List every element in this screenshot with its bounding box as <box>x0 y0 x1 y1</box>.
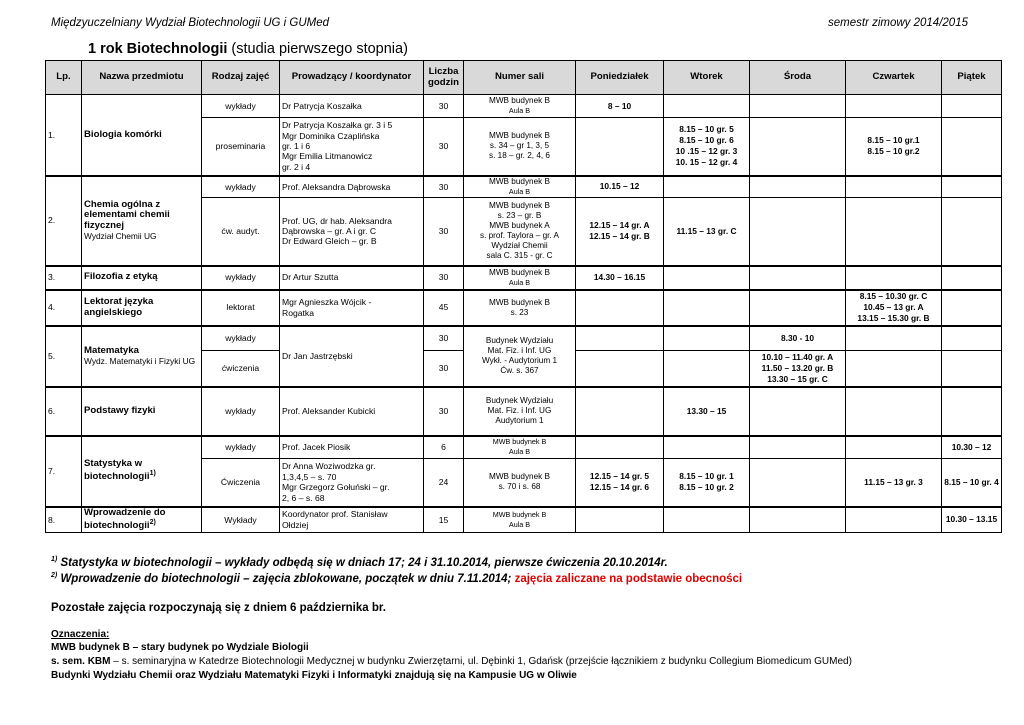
room-line: MWB budynek B <box>489 472 550 482</box>
lp-cell: 2. <box>46 176 82 266</box>
col-thu: Czwartek <box>846 61 942 95</box>
table-row <box>46 326 1002 351</box>
room <box>464 198 576 266</box>
time-line: 12.15 – 14 gr. B <box>589 231 650 242</box>
col-type: Rodzaj zajęć <box>202 61 280 95</box>
time-line: 12.15 – 14 gr. 6 <box>589 482 650 493</box>
time-thu <box>846 436 942 459</box>
room <box>464 387 576 436</box>
subject-title: Statystyka w biotechnologii <box>84 458 150 483</box>
time-wed: 8.30 - 10 <box>750 326 846 351</box>
time-tue: 13.30 – 15 <box>664 387 750 436</box>
hours: 30 <box>424 176 464 198</box>
room-line: Aula B <box>508 519 531 529</box>
time-wed <box>750 118 846 176</box>
room <box>464 507 576 533</box>
time-wed <box>750 436 846 459</box>
room-line: MWB budynek B <box>492 509 547 519</box>
time-fri <box>942 266 1002 290</box>
room <box>464 176 576 198</box>
teacher-line: 2, 6 – s. 68 <box>282 492 325 503</box>
header-row <box>46 61 1002 95</box>
lp-cell: 7. <box>46 436 82 507</box>
teacher-line: Ołdziej <box>282 519 309 530</box>
time-line: 10. 15 – 12 gr. 4 <box>675 157 738 168</box>
time-thu <box>846 118 942 176</box>
time-fri <box>942 387 1002 436</box>
time-line: 8.15 – 10 gr. 5 <box>679 124 734 135</box>
class-type: wykłady <box>202 387 280 436</box>
teacher <box>280 118 424 176</box>
room-line: MWB budynek B <box>489 201 550 211</box>
teacher-line: Mgr Emilia Litmanowicz <box>282 151 373 162</box>
teacher-line: gr. 1 i 6 <box>282 141 311 152</box>
legend-text: – s. seminaryjna w Katedrze Biotechnologii Medycznej w budynku Zwierzętarni, ul. Dębinki 1, Gdańsk (przejście łącznikiem z budynku Collegium Biomedicum GUMed) <box>113 656 852 667</box>
room <box>464 290 576 326</box>
subject-faculty: Wydz. Matematyki i Fizyki UG <box>84 356 196 366</box>
class-type: ćw. audyt. <box>202 198 280 266</box>
time-fri <box>942 176 1002 198</box>
hours: 24 <box>424 459 464 507</box>
subject-name: Podstawy fizyki <box>82 387 202 436</box>
room <box>464 266 576 290</box>
time-thu <box>846 266 942 290</box>
teacher-line: gr. 2 i 4 <box>282 161 311 172</box>
subject-name <box>82 507 202 533</box>
time-line: 12.15 – 14 gr. 5 <box>589 471 650 482</box>
time-line: 8.15 – 10.30 gr. C <box>859 291 928 301</box>
room-line: Aula B <box>508 277 531 287</box>
hours: 30 <box>424 198 464 266</box>
hours: 15 <box>424 507 464 533</box>
footnote-text: Statystyka w biotechnologii – wykłady odbędą się w dniach 17; 24 i 31.10.2014, pierwsze ćwiczenia 20.10.2014r. <box>60 556 668 569</box>
time-fri <box>942 118 1002 176</box>
time-wed <box>750 459 846 507</box>
room-line: s. 18 – gr. 2, 4, 6 <box>489 151 550 161</box>
room-line: MWB budynek A <box>489 221 550 231</box>
col-wed: Środa <box>750 61 846 95</box>
time-thu: 11.15 – 13 gr. 3 <box>846 459 942 507</box>
class-type: wykłady <box>202 326 280 351</box>
room-line: s. prof. Taylora – gr. A <box>479 231 560 241</box>
col-hours: Liczba godzin <box>424 61 464 95</box>
lp-cell: 1. <box>46 95 82 176</box>
teacher: Dr Patrycja Koszałka <box>280 95 424 118</box>
subject-name: Lektorat języka angielskiego <box>82 290 202 326</box>
legend-term: s. sem. KBM <box>51 656 111 667</box>
subject-name <box>82 436 202 507</box>
footnote-ref: 1) <box>149 470 156 478</box>
time-thu <box>846 198 942 266</box>
room-line: Budynek Wydziału <box>485 396 554 405</box>
class-type: ćwiczenia <box>202 351 280 387</box>
col-mon: Poniedziałek <box>576 61 664 95</box>
time-thu <box>846 387 942 436</box>
room-line: Mat. Fiz. i Inf. UG <box>487 346 552 355</box>
subject-name: Biologia komórki <box>82 95 202 176</box>
time-wed <box>750 95 846 118</box>
class-type: wykłady <box>202 95 280 118</box>
room-line: MWB budynek B <box>489 297 550 307</box>
time-fri: 8.15 – 10 gr. 4 <box>942 459 1002 507</box>
legend-heading: Oznaczenia: <box>51 629 110 640</box>
room-line: Wydział Chemii <box>491 241 548 251</box>
time-tue: 11.15 – 13 gr. C <box>664 198 750 266</box>
room-line: Ćw. s. 367 <box>500 366 539 375</box>
room-line: Audytorium 1 <box>495 416 544 425</box>
time-tue <box>664 118 750 176</box>
room-line: MWB budynek B <box>489 267 550 277</box>
hours: 30 <box>424 326 464 351</box>
time-wed <box>750 198 846 266</box>
lp-cell: 5. <box>46 326 82 387</box>
time-wed <box>750 266 846 290</box>
teacher-line: Dr Anna Woziwodzka gr. <box>282 461 376 472</box>
room-line: Mat. Fiz. i Inf. UG <box>487 406 552 415</box>
time-mon <box>576 118 664 176</box>
teacher-line: Dr Edward Gleich – gr. B <box>282 236 377 247</box>
time-line: 11.50 – 13.20 gr. B <box>761 362 834 373</box>
table-row <box>46 95 1002 118</box>
table-row <box>46 290 1002 326</box>
subject-faculty: Wydział Chemii UG <box>84 230 157 241</box>
room-line: s. 34 – gr 1, 3, 5 <box>489 141 550 151</box>
room-line: MWB budynek B <box>492 437 547 447</box>
class-type: wykłady <box>202 266 280 290</box>
time-tue <box>664 507 750 533</box>
footnote-ref: 2) <box>149 519 156 527</box>
time-wed <box>750 387 846 436</box>
time-mon: 8 – 10 <box>576 95 664 118</box>
class-type: wykłady <box>202 176 280 198</box>
room-line: s. 23 <box>510 307 529 317</box>
teacher: Dr Jan Jastrzębski <box>280 326 424 387</box>
col-room: Numer sali <box>464 61 576 95</box>
teacher <box>280 290 424 326</box>
time-tue <box>664 351 750 387</box>
lp-cell: 3. <box>46 266 82 290</box>
legend-mwb: MWB budynek B – stary budynek po Wydziale Biologii <box>51 642 309 653</box>
schedule-table <box>45 60 1002 533</box>
time-mon <box>576 436 664 459</box>
footnote-1 <box>51 556 668 569</box>
time-line: 13.15 – 15.30 gr. B <box>857 313 930 323</box>
time-tue <box>664 459 750 507</box>
teacher <box>280 198 424 266</box>
class-type: Wykłady <box>202 507 280 533</box>
time-tue <box>664 266 750 290</box>
lp-cell: 8. <box>46 507 82 533</box>
class-type: lektorat <box>202 290 280 326</box>
time-fri <box>942 95 1002 118</box>
room-line: MWB budynek B <box>489 131 550 141</box>
footnote-2 <box>51 572 742 585</box>
time-mon <box>576 198 664 266</box>
time-tue <box>664 176 750 198</box>
footnote-marker: 1) <box>51 556 58 563</box>
semester-header: semestr zimowy 2014/2015 <box>828 17 968 29</box>
time-fri: 10.30 – 12 <box>942 436 1002 459</box>
teacher-line: Mgr Agnieszka Wójcik - <box>282 297 372 308</box>
time-line: 12.15 – 14 gr. A <box>589 220 650 231</box>
time-thu <box>846 507 942 533</box>
room-line: MWB budynek B <box>489 176 550 186</box>
hours: 30 <box>424 118 464 176</box>
teacher-line: Mgr Grzegorz Gołuński – gr. <box>282 482 390 493</box>
time-mon: 14.30 – 16.15 <box>576 266 664 290</box>
subject-name <box>82 176 202 266</box>
time-thu <box>846 351 942 387</box>
table-row <box>46 176 1002 198</box>
time-fri <box>942 351 1002 387</box>
start-note: Pozostałe zajęcia rozpoczynają się z dniem 6 października br. <box>51 602 386 614</box>
subject-name: Filozofia z etyką <box>82 266 202 290</box>
time-mon <box>576 351 664 387</box>
time-wed <box>750 176 846 198</box>
hours: 30 <box>424 266 464 290</box>
footnote-text: Wprowadzenie do biotechnologii – zajęcia zblokowane, początek w dniu 7.11.2014; <box>60 572 512 585</box>
teacher <box>280 507 424 533</box>
hours: 6 <box>424 436 464 459</box>
time-mon <box>576 387 664 436</box>
time-fri <box>942 290 1002 326</box>
time-fri <box>942 326 1002 351</box>
time-line: 10 .15 – 12 gr. 3 <box>675 146 738 157</box>
time-line: 8.15 – 10 gr. 6 <box>679 135 734 146</box>
teacher-line: Dąbrowska – gr. A i gr. C <box>282 226 377 237</box>
teacher: Prof. Aleksander Kubicki <box>280 387 424 436</box>
teacher: Prof. Jacek Piosik <box>280 436 424 459</box>
hours: 30 <box>424 95 464 118</box>
time-mon: 10.15 – 12 <box>576 176 664 198</box>
room-line: s. 23 – gr. B <box>497 211 542 221</box>
lp-cell: 6. <box>46 387 82 436</box>
subject-title: Chemia ogólna z elementami chemii fizycznej <box>84 198 170 231</box>
teacher-line: Mgr Dominika Czaplińska <box>282 130 380 141</box>
room-line: Aula B <box>508 447 531 457</box>
footnote-marker: 2) <box>51 572 58 579</box>
time-wed <box>750 290 846 326</box>
col-fri: Piątek <box>942 61 1002 95</box>
table-row <box>46 387 1002 436</box>
hours: 45 <box>424 290 464 326</box>
time-line: 8.15 – 10 gr.1 <box>867 135 920 146</box>
time-thu <box>846 290 942 326</box>
teacher-line: 1,3,4,5 – s. 70 <box>282 471 337 482</box>
time-tue <box>664 326 750 351</box>
time-mon <box>576 507 664 533</box>
room <box>464 436 576 459</box>
teacher: Dr Artur Szutta <box>280 266 424 290</box>
time-tue <box>664 290 750 326</box>
time-tue <box>664 436 750 459</box>
teacher-line: Dr Patrycja Koszałka gr. 3 i 5 <box>282 120 393 131</box>
table-row <box>46 266 1002 290</box>
legend-kbm <box>51 656 852 667</box>
room-line: Wykł. - Audytorium 1 <box>482 356 557 365</box>
room-line: sala C. 315 - gr. C <box>486 251 553 261</box>
time-line: 13.30 – 15 gr. C <box>767 373 828 384</box>
subject-name <box>82 326 202 387</box>
room-line: MWB budynek B <box>489 96 550 105</box>
time-fri <box>942 198 1002 266</box>
class-type: Ćwiczenia <box>202 459 280 507</box>
col-teacher: Prowadzący / koordynator <box>280 61 424 95</box>
faculty-header: Międzyuczelniany Wydział Biotechnologii UG i GUMed <box>51 17 330 29</box>
teacher-line: Koordynator prof. Stanisław <box>282 509 388 520</box>
time-thu <box>846 95 942 118</box>
time-line: 8.15 – 10 gr. 2 <box>679 482 734 493</box>
time-line: 10.45 – 13 gr. A <box>863 302 924 312</box>
hours: 30 <box>424 351 464 387</box>
time-thu <box>846 176 942 198</box>
time-line: 8.15 – 10 gr. 1 <box>679 471 734 482</box>
table-row <box>46 436 1002 459</box>
time-mon <box>576 459 664 507</box>
col-lp: Lp. <box>46 61 82 95</box>
teacher-line: Prof. UG, dr hab. Aleksandra <box>282 215 392 226</box>
page-title <box>88 41 408 57</box>
title-sub: (studia pierwszego stopnia) <box>231 41 408 57</box>
room <box>464 459 576 507</box>
footnote-highlight: zajęcia zaliczane na podstawie obecności <box>514 572 743 585</box>
hours: 30 <box>424 387 464 436</box>
title-main: 1 rok Biotechnologii <box>88 41 228 57</box>
room <box>464 118 576 176</box>
time-line: 8.15 – 10 gr.2 <box>867 146 920 157</box>
teacher-line: Rogatka <box>282 307 315 318</box>
time-mon <box>576 290 664 326</box>
room <box>464 326 576 387</box>
time-line: 10.10 – 11.40 gr. A <box>761 351 834 362</box>
lp-cell: 4. <box>46 290 82 326</box>
time-tue <box>664 95 750 118</box>
time-mon <box>576 326 664 351</box>
time-thu <box>846 326 942 351</box>
teacher: Prof. Aleksandra Dąbrowska <box>280 176 424 198</box>
time-fri: 10.30 – 13.15 <box>942 507 1002 533</box>
class-type: proseminaria <box>202 118 280 176</box>
col-tue: Wtorek <box>664 61 750 95</box>
table-row <box>46 507 1002 533</box>
time-wed <box>750 351 846 387</box>
time-wed <box>750 507 846 533</box>
room-line: Aula B <box>508 186 531 196</box>
room-line: Aula B <box>508 106 531 115</box>
room-line: Budynek Wydziału <box>485 336 554 345</box>
col-name: Nazwa przedmiotu <box>82 61 202 95</box>
room <box>464 95 576 118</box>
teacher <box>280 459 424 507</box>
subject-title: Wprowadzenie do biotechnologii <box>84 506 166 532</box>
room-line: s. 70 i s. 68 <box>498 482 541 492</box>
legend-campus: Budynki Wydziału Chemii oraz Wydziału Matematyki Fizyki i Informatyki znajdują się na Kampusie UG w Oliwie <box>51 670 577 681</box>
subject-title: Matematyka <box>84 344 139 356</box>
class-type: wykłady <box>202 436 280 459</box>
